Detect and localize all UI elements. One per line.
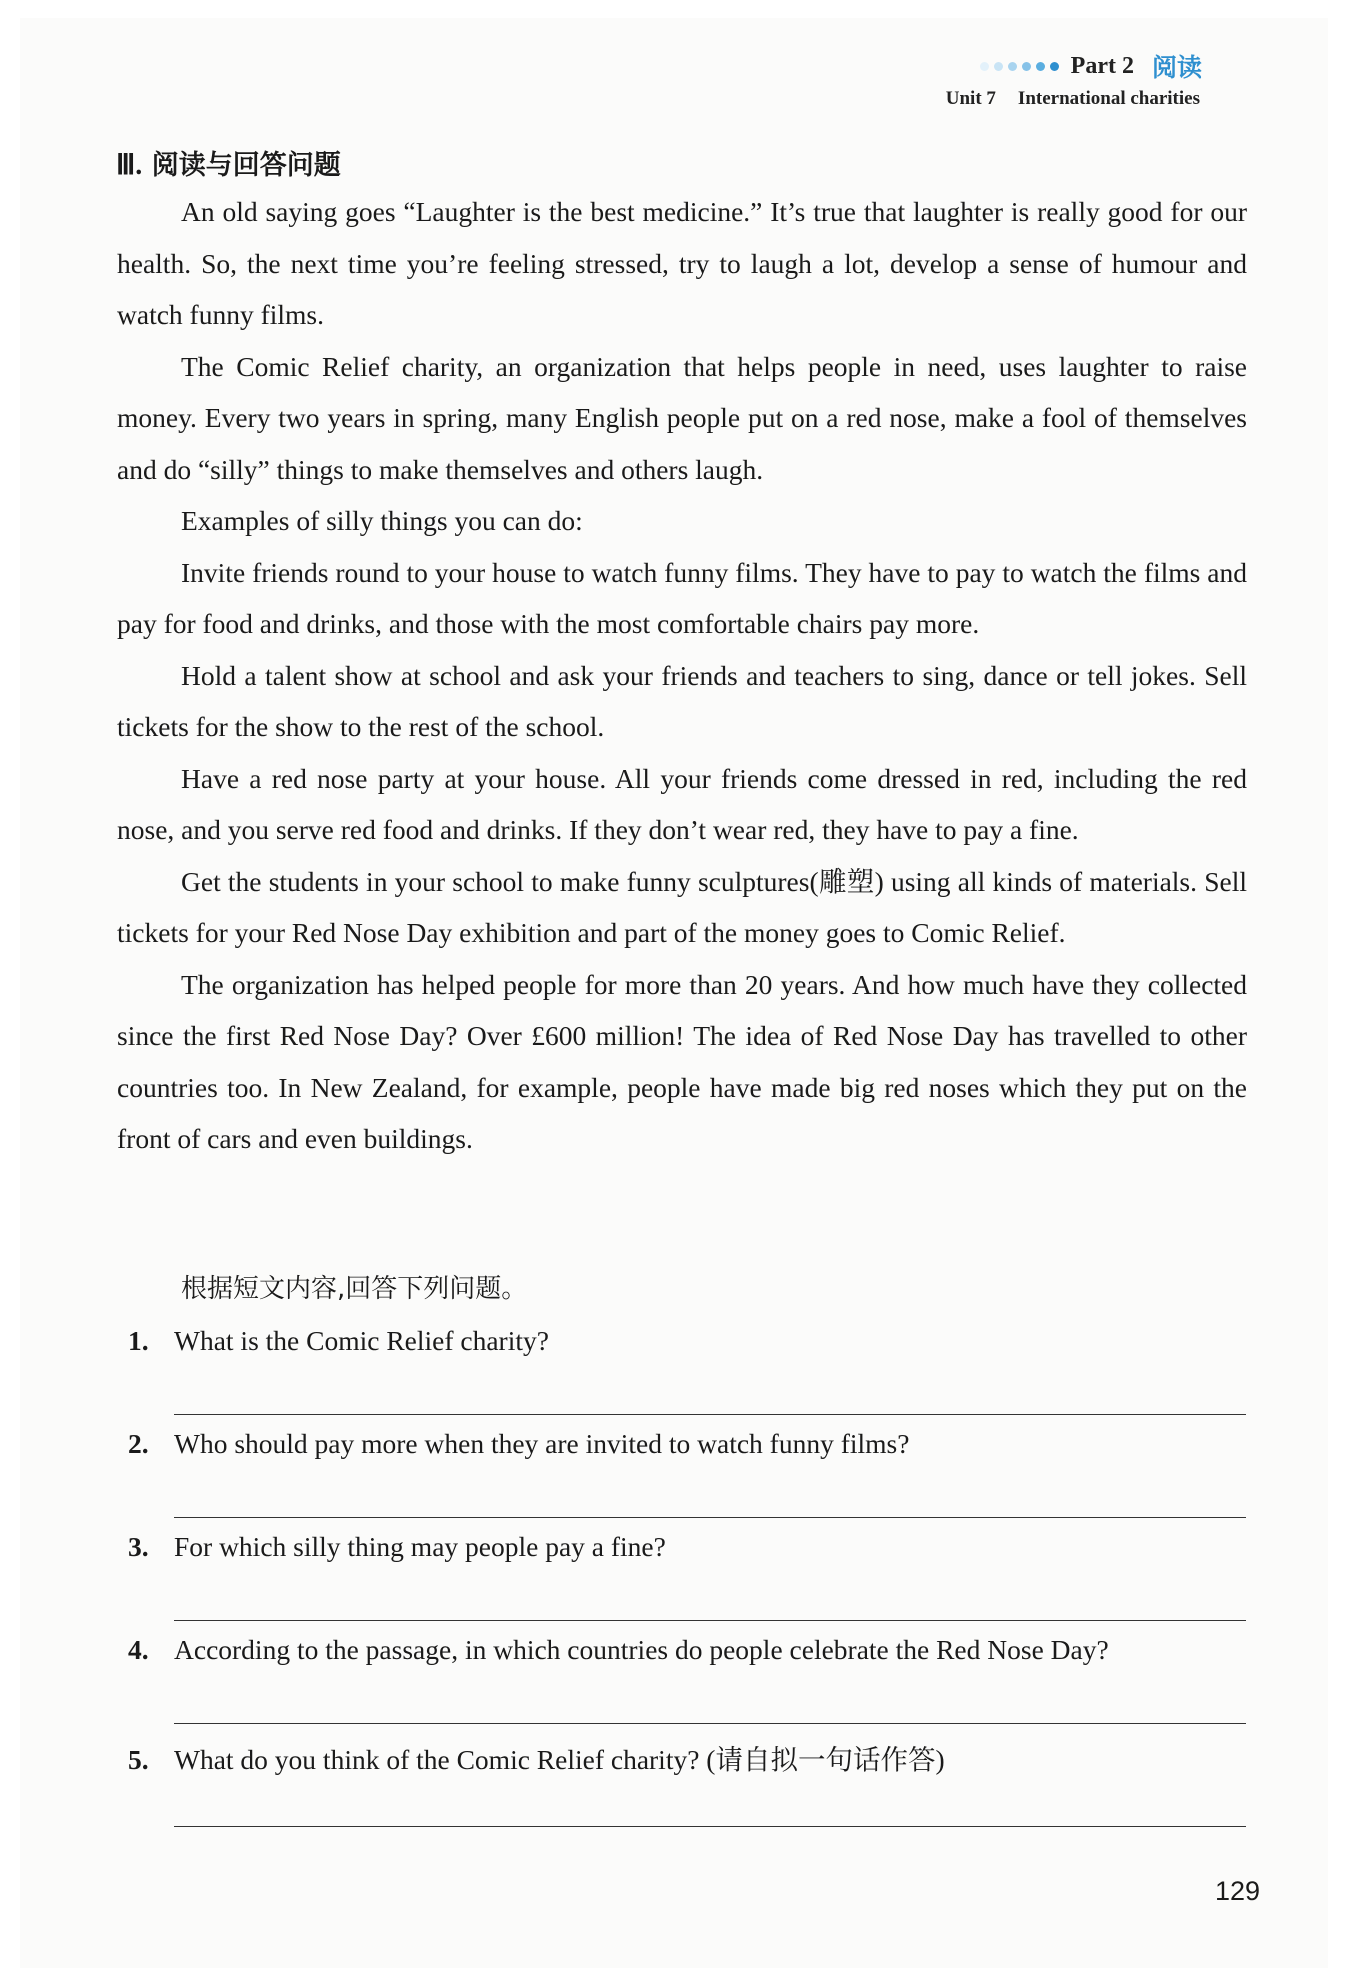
answer-line[interactable] (174, 1723, 1246, 1724)
answer-line[interactable] (174, 1517, 1246, 1518)
question-number: 2. (128, 1428, 149, 1459)
question-text: For which silly thing may people pay a fine? (174, 1531, 666, 1562)
answer-line[interactable] (174, 1620, 1246, 1621)
answer-line[interactable] (174, 1826, 1246, 1827)
unit-header (946, 88, 1200, 110)
question-item (128, 1325, 1248, 1357)
answer-line[interactable] (174, 1414, 1246, 1415)
reading-passage (117, 186, 1247, 1165)
header-dot (1008, 62, 1017, 71)
question-item (128, 1531, 1248, 1563)
header-dot (1022, 62, 1031, 71)
question-text: Who should pay more when they are invited to watch funny films? (174, 1428, 910, 1459)
header-dots (980, 62, 1059, 71)
question-item (128, 1428, 1248, 1460)
passage-paragraph: Invite friends round to your house to watch funny films. They have to pay to watch the films and pay for food and drinks, and those with the most comfortable chairs pay more. (117, 556, 1247, 639)
passage-paragraph: Hold a talent show at school and ask your friends and teachers to sing, dance or tell jokes. Sell tickets for the show to the rest of the school. (117, 659, 1247, 742)
question-instruction: 根据短文内容,回答下列问题。 (181, 1274, 528, 1304)
header-dot (980, 62, 989, 71)
question-item (128, 1737, 1248, 1777)
question-number: 1. (128, 1325, 149, 1356)
passage-paragraph: Get the students in your school to make funny sculptures(雕塑) using all kinds of materials. Sell tickets for your Red Nose Day exhibition and part of the money goes to Comic Relief. (117, 865, 1247, 948)
passage-paragraph: The Comic Relief charity, an organization that helps people in need, uses laughter to raise money. Every two years in spring, many English people put on a red nose, make a fool of themselves and do “silly” things to make themselves and others laugh. (117, 350, 1247, 485)
header-dot (994, 62, 1003, 71)
header-dot (1036, 62, 1045, 71)
passage-paragraph: An old saying goes “Laughter is the best medicine.” It’s true that laughter is really good for our health. So, the next time you’re feeling stressed, try to laugh a lot, develop a sense of humour and watch funny films. (117, 196, 1247, 330)
question-text: According to the passage, in which countries do people celebrate the Red Nose Day? (174, 1634, 1109, 1665)
section-roman-numeral: Ⅲ. (116, 150, 143, 181)
part-label: Part 2 (1070, 52, 1134, 79)
question-item (128, 1634, 1248, 1666)
passage-paragraph: The organization has helped people for more than 20 years. And how much have they collected since the first Red Nose Day? Over £600 million! The idea of Red Nose Day has travelled to other countries too. In New Zealand, for example, people have made big red noses which they put on the front of cars and even buildings. (117, 968, 1247, 1154)
question-number: 5. (128, 1744, 149, 1775)
page-header-part (980, 48, 1202, 84)
passage-paragraph: Examples of silly things you can do: (181, 505, 583, 536)
page-number: 129 (1214, 1876, 1260, 1906)
unit-title: International charities (1017, 88, 1200, 109)
part-cn-label: 阅读 (1151, 53, 1202, 82)
question-number: 4. (128, 1634, 149, 1665)
unit-number: Unit 7 (945, 88, 996, 109)
section-title (116, 143, 341, 182)
question-text: What do you think of the Comic Relief charity? (请自拟一句话作答) (174, 1744, 945, 1775)
passage-paragraph: Have a red nose party at your house. All your friends come dressed in red, including the red nose, and you serve red food and drinks. If they don’t wear red, they have to pay a fine. (117, 762, 1247, 845)
section-title-text: 阅读与回答问题 (151, 150, 341, 181)
header-dot (1050, 62, 1059, 71)
question-text: What is the Comic Relief charity? (174, 1325, 549, 1356)
question-number: 3. (128, 1531, 149, 1562)
